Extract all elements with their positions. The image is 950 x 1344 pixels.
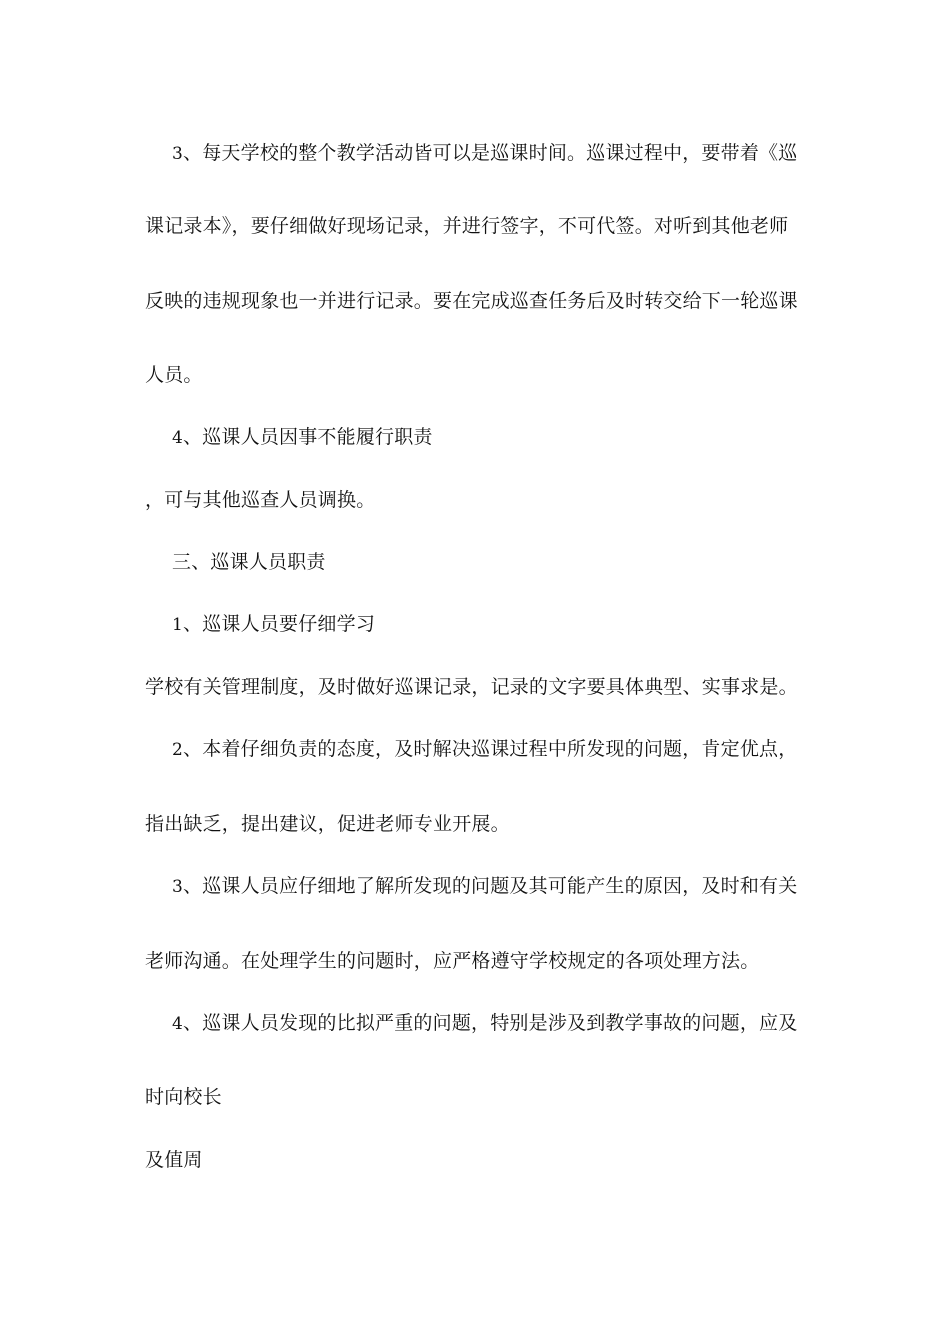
item-number: 1 xyxy=(172,615,184,635)
item-number: 3 xyxy=(172,877,184,897)
item-number: 3 xyxy=(172,144,184,164)
paragraph-line: 时向校长 xyxy=(145,1086,222,1108)
paragraph-line: 及值周 xyxy=(145,1149,203,1171)
paragraph-line: 学校有关管理制度，及时做好巡课记录，记录的文字要具体典型、实事求是。 xyxy=(145,676,798,698)
line-text: 、巡课人员要仔细学习 xyxy=(183,613,376,635)
item-number: 4 xyxy=(172,428,184,448)
paragraph-line xyxy=(172,1010,832,1037)
line-text: 、本着仔细负责的态度，及时解决巡课过程中所发现的问题，肯定优点， xyxy=(183,738,798,760)
paragraph-line: ，可与其他巡查人员调换。 xyxy=(145,489,376,511)
line-text: 、巡课人员因事不能履行职责 xyxy=(183,426,433,448)
paragraph-line: 老师沟通。在处理学生的问题时，应严格遵守学校规定的各项处理方法。 xyxy=(145,950,760,972)
section-heading: 三、巡课人员职责 xyxy=(172,551,326,573)
line-text: 、巡课人员应仔细地了解所发现的问题及其可能产生的原因，及时和有关 xyxy=(183,875,798,897)
item-number: 2 xyxy=(172,740,184,760)
paragraph-line: 课记录本》，要仔细做好现场记录，并进行签字，不可代签。对听到其他老师 xyxy=(145,215,789,237)
paragraph-line: 指出缺乏，提出建议，促进老师专业开展。 xyxy=(145,813,510,835)
paragraph-line xyxy=(172,424,832,451)
line-text: 、每天学校的整个教学活动皆可以是巡课时间。巡课过程中，要带着《巡 xyxy=(183,142,798,164)
paragraph-line xyxy=(172,140,832,167)
paragraph-line xyxy=(172,611,832,638)
item-number: 4 xyxy=(172,1014,184,1034)
paragraph-line xyxy=(172,736,832,763)
paragraph-line: 人员。 xyxy=(145,364,203,386)
paragraph-line: 反映的违规现象也一并进行记录。要在完成巡查任务后及时转交给下一轮巡课 xyxy=(145,290,798,312)
line-text: 、巡课人员发现的比拟严重的问题，特别是涉及到教学事故的问题，应及 xyxy=(183,1012,798,1034)
paragraph-line xyxy=(172,873,832,900)
